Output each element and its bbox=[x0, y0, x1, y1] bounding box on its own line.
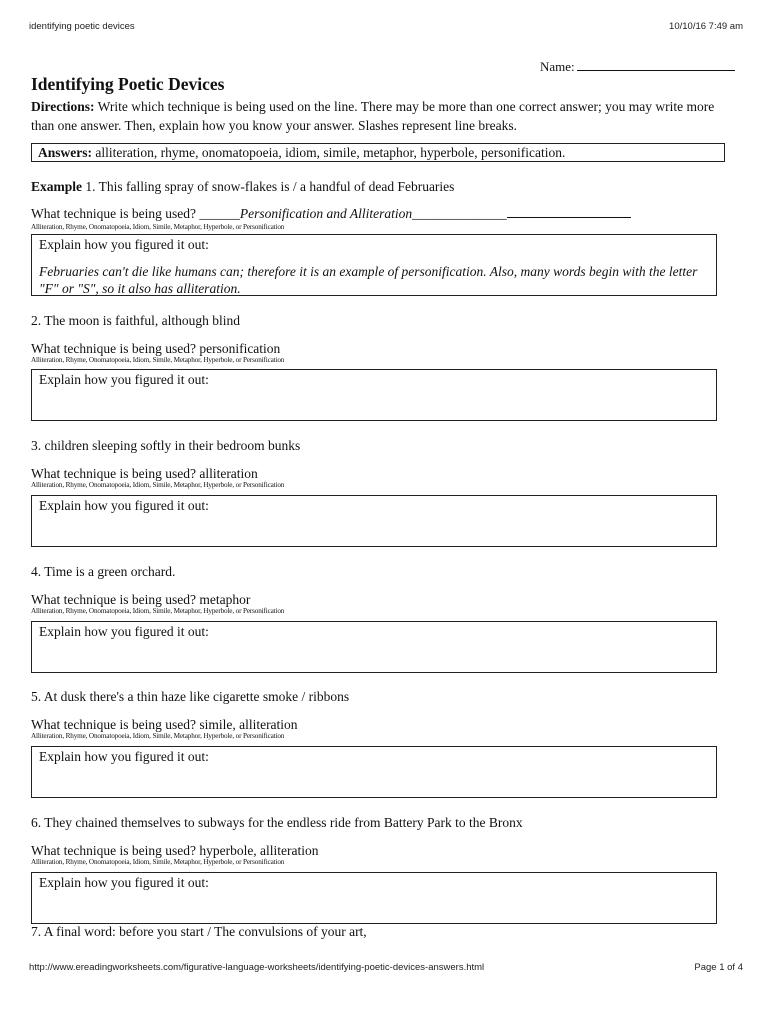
explain-label: Explain how you figured it out: bbox=[39, 749, 209, 764]
technique-hint: Alliteration, Rhyme, Onomatopoeia, Idiom, Simile, Metaphor, Hyperbole, or Personification bbox=[31, 223, 285, 231]
print-footer-url: http://www.ereadingworksheets.com/figurative-language-worksheets/identifying-poetic-devices-answers.html bbox=[29, 962, 485, 973]
answer-bank-label: Answers: bbox=[38, 145, 92, 160]
example-explanation: Februaries can't die like humans can; therefore it is an example of personification. Also, many words begin with the letter "F" or "S", so it also has alliteration. bbox=[39, 264, 698, 296]
technique-line bbox=[31, 466, 258, 482]
technique-line bbox=[31, 717, 298, 733]
example-answer-lead: ______ bbox=[199, 206, 240, 221]
directions bbox=[31, 97, 731, 135]
question-prompt: 5. At dusk there's a thin haze like cigarette smoke / ribbons bbox=[31, 689, 350, 704]
technique-answer[interactable]: alliteration bbox=[199, 466, 258, 481]
technique-answer[interactable]: simile, alliteration bbox=[199, 717, 298, 732]
explain-box[interactable] bbox=[31, 621, 717, 673]
technique-prompt: What technique is being used? bbox=[31, 341, 196, 356]
technique-prompt: What technique is being used? bbox=[31, 843, 196, 858]
explain-label: Explain how you figured it out: bbox=[39, 237, 209, 252]
explain-box[interactable] bbox=[31, 872, 717, 924]
explain-box[interactable] bbox=[31, 495, 717, 547]
example-answer-trail: ______________ bbox=[412, 206, 507, 221]
technique-answer[interactable]: hyperbole, alliteration bbox=[199, 843, 319, 858]
technique-answer[interactable]: personification bbox=[199, 341, 281, 356]
example-explain-box bbox=[31, 234, 717, 296]
example-technique-line bbox=[31, 206, 631, 222]
technique-line bbox=[31, 341, 280, 357]
technique-hint: Alliteration, Rhyme, Onomatopoeia, Idiom, Simile, Metaphor, Hyperbole, or Personification bbox=[31, 732, 285, 740]
name-blank-line[interactable] bbox=[577, 59, 735, 71]
answer-bank-text: alliteration, rhyme, onomatopoeia, idiom, simile, metaphor, hyperbole, personification. bbox=[92, 145, 566, 160]
question-prompt: 4. Time is a green orchard. bbox=[31, 564, 176, 579]
technique-hint: Alliteration, Rhyme, Onomatopoeia, Idiom, Simile, Metaphor, Hyperbole, or Personification bbox=[31, 481, 285, 489]
technique-line bbox=[31, 843, 319, 859]
question-prompt: 6. They chained themselves to subways for the endless ride from Battery Park to the Bronx bbox=[31, 815, 523, 830]
example-answer: Personification and Alliteration bbox=[239, 206, 413, 221]
answer-bank-box bbox=[31, 143, 725, 162]
question-prompt: 3. children sleeping softly in their bedroom bunks bbox=[31, 438, 301, 453]
print-header-title: identifying poetic devices bbox=[29, 21, 135, 32]
explain-box[interactable] bbox=[31, 746, 717, 798]
example-prompt-text: 1. This falling spray of snow-flakes is / a handful of dead Februaries bbox=[82, 179, 455, 194]
technique-prompt: What technique is being used? bbox=[31, 466, 196, 481]
explain-box[interactable] bbox=[31, 369, 717, 421]
technique-prompt: What technique is being used? bbox=[31, 592, 196, 607]
print-footer-page: Page 1 of 4 bbox=[694, 962, 743, 973]
example-prompt bbox=[31, 179, 454, 195]
technique-answer[interactable]: metaphor bbox=[199, 592, 251, 607]
technique-prompt: What technique is being used? bbox=[31, 206, 196, 221]
explain-label: Explain how you figured it out: bbox=[39, 624, 209, 639]
print-header-datetime: 10/10/16 7:49 am bbox=[669, 21, 743, 32]
name-field bbox=[540, 59, 735, 75]
question-prompt: 7. A final word: before you start / The convulsions of your art, bbox=[31, 924, 367, 939]
explain-label: Explain how you figured it out: bbox=[39, 498, 209, 513]
technique-prompt: What technique is being used? bbox=[31, 717, 196, 732]
explain-label: Explain how you figured it out: bbox=[39, 875, 209, 890]
technique-hint: Alliteration, Rhyme, Onomatopoeia, Idiom, Simile, Metaphor, Hyperbole, or Personification bbox=[31, 356, 285, 364]
example-label: Example bbox=[31, 179, 83, 194]
page-title: Identifying Poetic Devices bbox=[31, 74, 225, 94]
directions-text: Write which technique is being used on the line. There may be more than one correct answer; you may write more than one answer. Then, explain how you know your answer. Slashes represent line breaks. bbox=[31, 99, 715, 133]
question-prompt: 2. The moon is faithful, although blind bbox=[31, 313, 240, 328]
technique-line bbox=[31, 592, 250, 608]
explain-label: Explain how you figured it out: bbox=[39, 372, 209, 387]
technique-hint: Alliteration, Rhyme, Onomatopoeia, Idiom, Simile, Metaphor, Hyperbole, or Personification bbox=[31, 858, 285, 866]
example-answer-blank[interactable] bbox=[507, 206, 631, 218]
name-label: Name: bbox=[540, 59, 575, 74]
directions-label: Directions: bbox=[31, 99, 95, 114]
technique-hint: Alliteration, Rhyme, Onomatopoeia, Idiom, Simile, Metaphor, Hyperbole, or Personification bbox=[31, 607, 285, 615]
